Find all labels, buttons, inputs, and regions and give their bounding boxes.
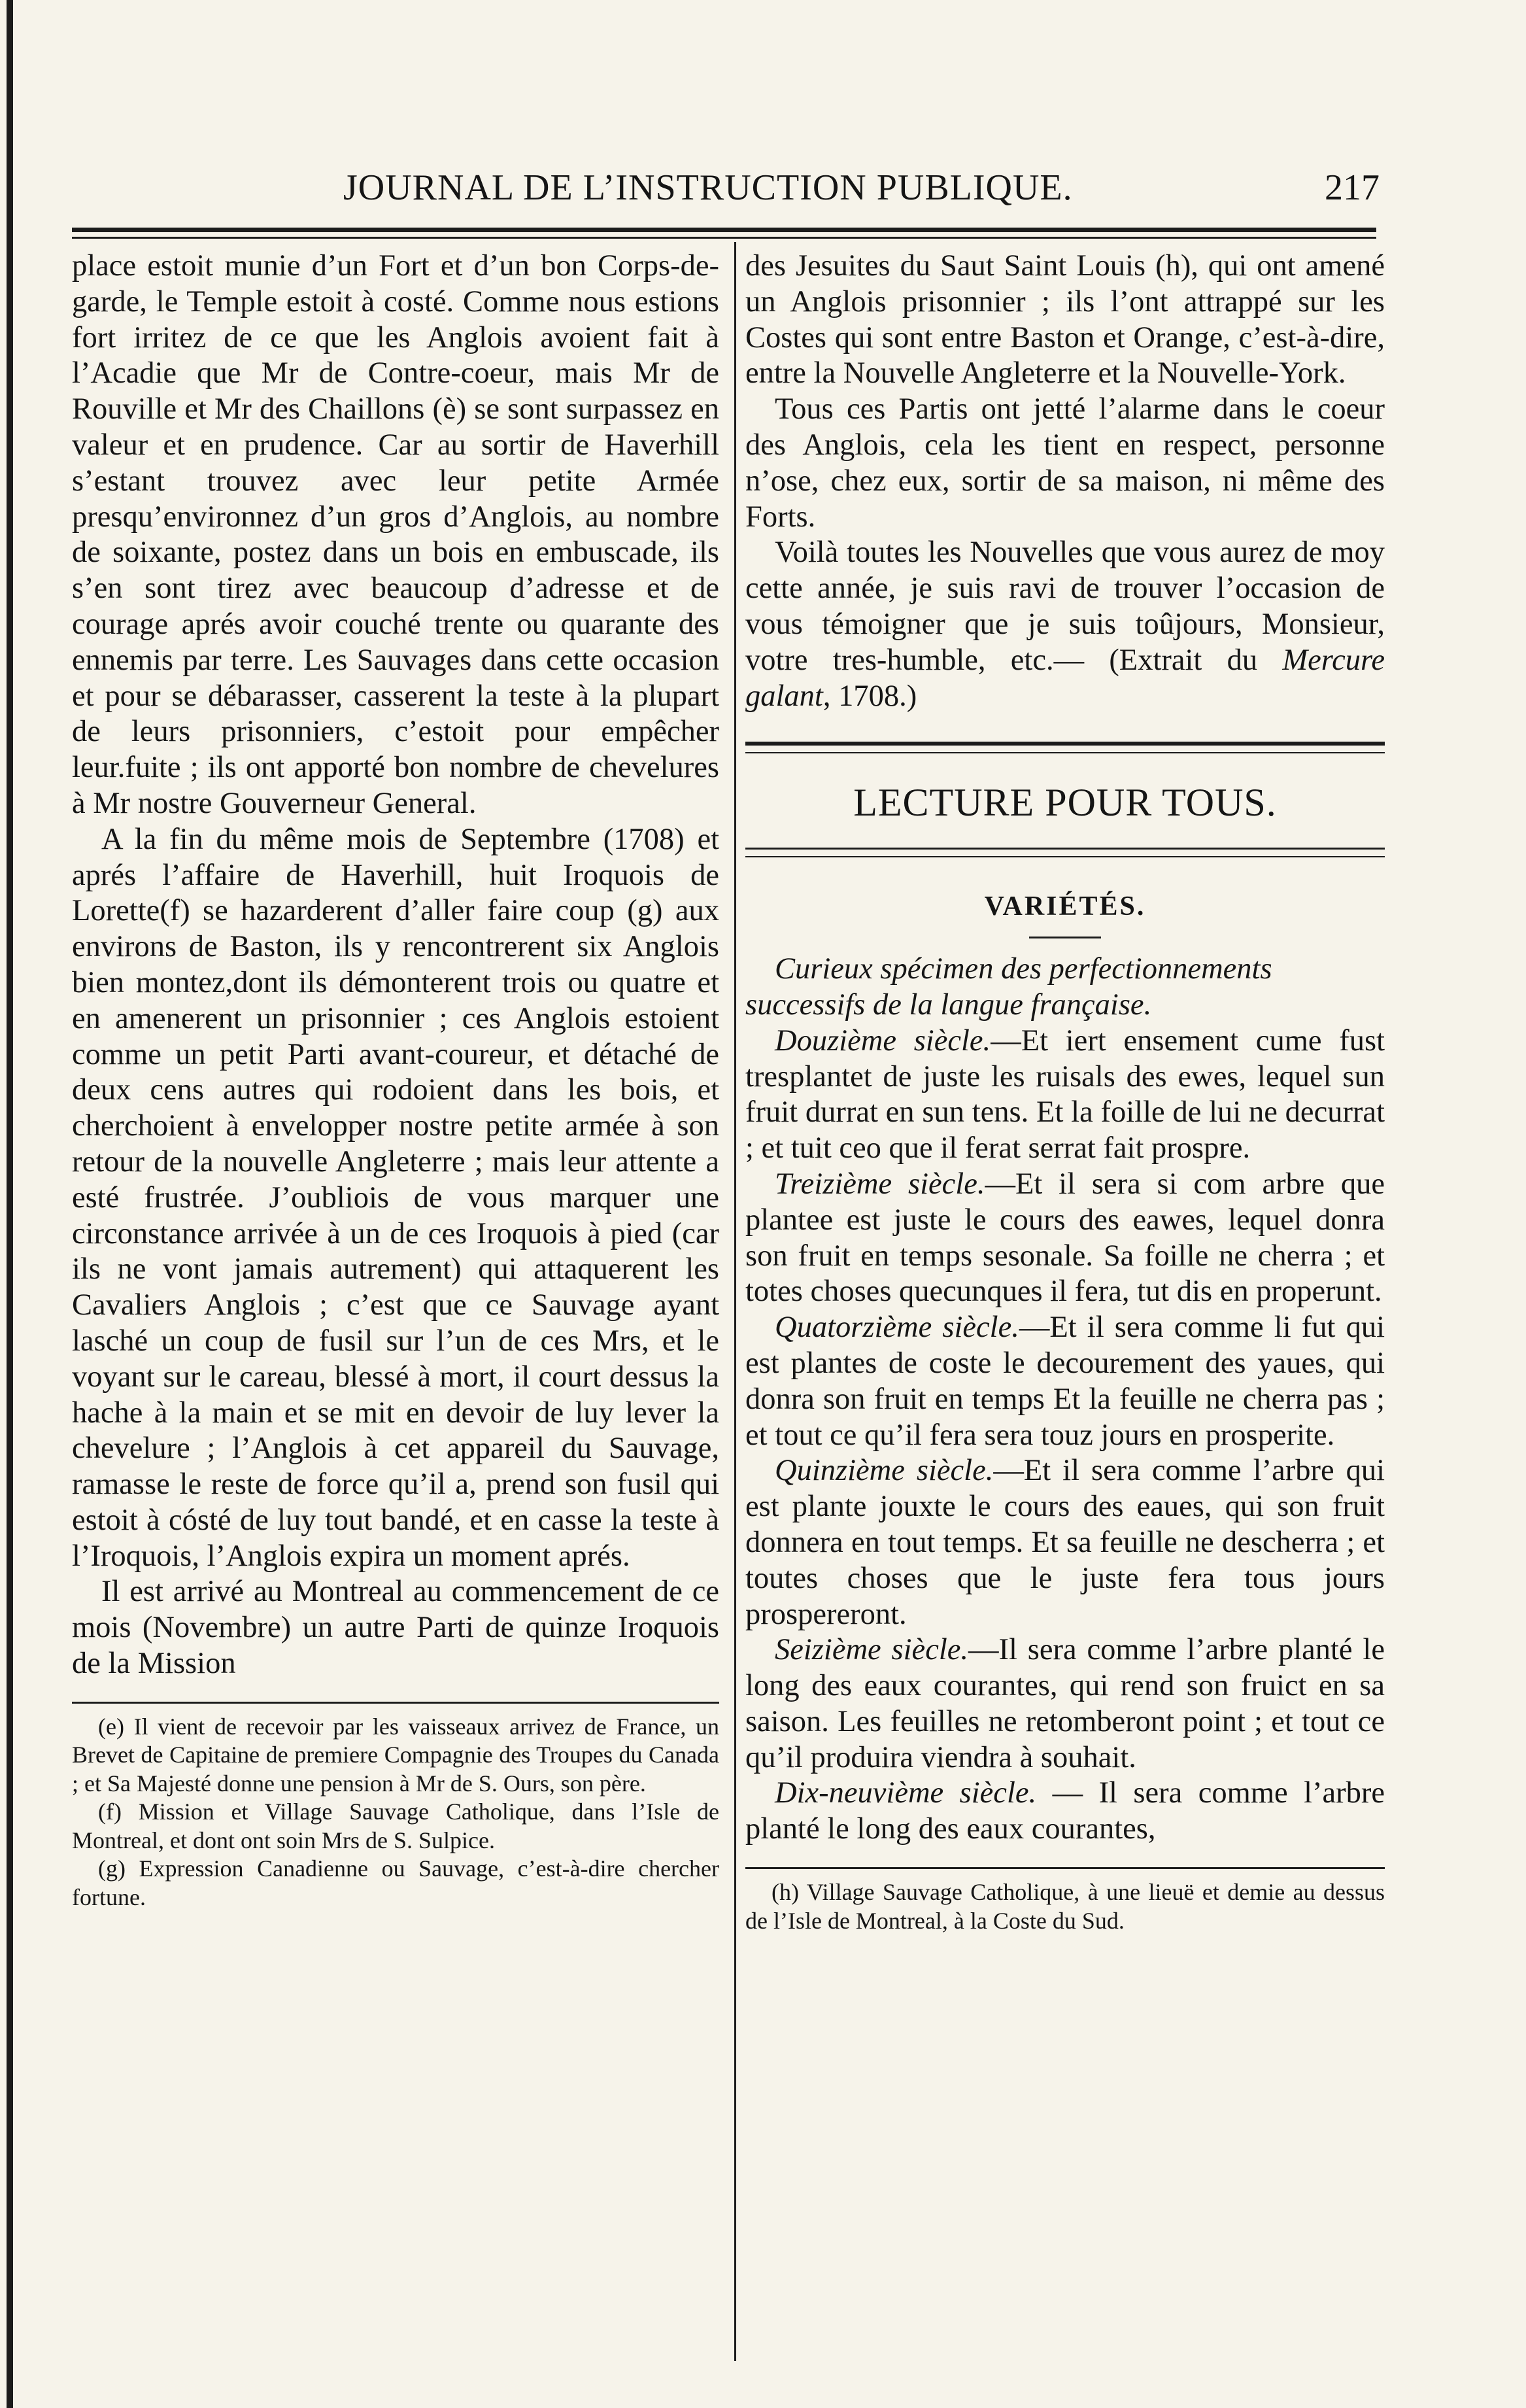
entry-text: —Et iert ensement cume fust tresplantet de juste les ruisals des ewes, lequel sun fruit durrat en sun tens. Et la foille de lui ne decurrat ; et tuit ceo que il ferat serrat fait prospre. — [745, 1023, 1385, 1165]
entry-13th-century — [745, 1167, 1385, 1310]
left-paragraph-1: place estoit munie d’un Fort et d’un bon Corps-de-garde, le Temple estoit à costé. Comme nous estions fort irritez de ce que les Anglois avoient fait à l’Acadie que Mr de Contre-coeur, mais Mr de Rouville et Mr des Chaillons (è) se sont surpassez en valeur et en prudence. Car au sortir de Haverhill s’estant trouvez avec leur petite Armée presqu’environnez d’un gros d’Anglois, au nombre de soixante, postez dans un bois en embuscade, ils s’en sont tirez avec beaucoup d’adresse et de courage aprés avoir couché trente ou quarante des ennemis par terre. Les Sauvages dans cette occasion et pour se débarasser, casserent la teste à la plupart de leurs prisonniers, c’estoit pour empêcher leur.fuite ; ils ont apporté bon nombre de chevelures à Mr nostre Gouverneur General. — [72, 249, 719, 820]
footnote-e: (e) Il vient de recevoir par les vaisseaux arrivez de France, un Brevet de Capitaine de premiere Compagnie des Troupes du Canada ; et Sa Majesté donne une pension à Mr de S. Ours, son père. — [72, 1713, 719, 1797]
entry-text: — Il sera comme l’arbre planté le long des eaux courantes, — [745, 1776, 1385, 1846]
entry-text: —Et il sera comme l’arbre qui est plante jouxte le cours des eaues, qui son fruit donnera en tout temps. Et sa feuille ne descherra ; et toutes choses que le juste fera tous jours prospereront. — [745, 1454, 1385, 1631]
entry-text: —Il sera comme l’arbre planté le long des eaux courantes, qui rend son fruict en sa saison. Les feuilles ne retomberont point ; et tout ce qu’il produira viendra à souhait. — [745, 1633, 1385, 1774]
section-title: LECTURE POUR TOUS. — [853, 781, 1277, 825]
footnote-rule-right — [745, 1867, 1385, 1869]
left-paragraph-2: A la fin du même mois de Septembre (1708) et aprés l’affaire de Haverhill, huit Iroquois de Lorette(f) se hazarderent d’aller faire coup (g) aux environs de Baston, ils y rencontrerent six Anglois bien montez,dont ils démonterent trois ou quatre et en amenerent un prisonnier ; ces Anglois estoient comme un petit Parti avant-coureur, et détaché de deux cens autres qui rodoient dans les bois, et cherchoient à envelopper nostre petite armée à son retour de la nouvelle Angleterre ; mais leur attente a esté frustrée. J’oubliois de vous marquer une circonstance arrivée à un de ces Iroquois à pied (car ils ne vont jamais autrement) qui attaquerent les Cavaliers Anglois ; c’est que ce Sauvage ayant lasché un coup de fusil sur l’un de ces Mrs, et le voyant sur le careau, blessé à mort, il court dessus la hache à la main et se mit en devoir de luy lever la chevelure ; l’Anglois à cet appareil du Sauvage, ramasse le reste de force qu’il a, prend son fusil qui estoit à cósté de luy tout bandé, et en casse la teste à l’Iroquois, l’Anglois expira un moment aprés. — [72, 822, 719, 1573]
footnote-h: (h) Village Sauvage Catholique, à une lieuë et demie au dessus de l’Isle de Montreal, à la Coste du Sud. — [745, 1879, 1385, 1934]
intro-line: Curieux spécimen des perfectionnements successifs de la langue française. — [745, 952, 1272, 1022]
section-rule-thin — [745, 752, 1385, 753]
entry-14th-century — [745, 1310, 1385, 1453]
closing-text: Voilà toutes les Nouvelles que vous aurez de moy cette année, je suis ravi de trouver l’occasion de vous témoigner que je suis toûjours, Monsieur, votre tres-humble, etc.— (Extrait du — [745, 536, 1385, 677]
header-rule-thin — [72, 237, 1376, 239]
entry-19th-century — [745, 1776, 1385, 1848]
header-rule-thick — [72, 228, 1376, 232]
section-rule-bottom-thick — [745, 848, 1385, 850]
page-number: 217 — [1325, 167, 1380, 208]
subheading: VARIÉTÉS. — [984, 891, 1146, 922]
entry-15th-century — [745, 1453, 1385, 1632]
page-spine-edge — [7, 0, 13, 2408]
mercure-galant-title: Mercure galant — [745, 643, 1385, 713]
entry-label: Treizième siècle. — [775, 1167, 985, 1201]
left-column — [72, 249, 719, 1912]
journal-title: JOURNAL DE L’INSTRUCTION PUBLIQUE. — [343, 167, 1073, 208]
closing-date: , 1708.) — [822, 679, 917, 713]
entry-label: Quatorzième siècle. — [775, 1311, 1019, 1345]
closing-paragraph — [745, 535, 1385, 714]
footnote-f: (f) Mission et Village Sauvage Catholique, dans l’Isle de Montreal, et dont ont soin Mrs de S. Sulpice. — [72, 1798, 719, 1853]
footnote-rule — [72, 1702, 719, 1704]
section-rule-thick — [745, 742, 1385, 746]
entry-text: —Et il sera comme li fut qui est plantes de coste le decourement des yaues, qui donra son fruit en temps Et la feuille ne cherra pas ; et tout ce qu’il fera sera touz jours en prosperite. — [745, 1311, 1385, 1452]
running-header — [72, 167, 1380, 219]
entry-label: Quinzième siècle. — [775, 1454, 994, 1488]
entry-label: Seizième siècle. — [775, 1633, 969, 1667]
footnote-g: (g) Expression Canadienne ou Sauvage, c’est-à-dire chercher fortune. — [72, 1855, 719, 1910]
short-rule — [1029, 937, 1101, 938]
right-paragraph-1: des Jesuites du Saut Saint Louis (h), qui ont amené un Anglois prisonnier ; ils l’ont attrappé sur les Costes qui sont entre Baston et Orange, c’est-à-dire, entre la Nouvelle Angleterre et la Nouvelle-York. — [745, 249, 1385, 390]
section-rule-bottom-thin — [745, 856, 1385, 857]
entry-label: Dix-neuvième siècle. — [775, 1776, 1037, 1810]
right-paragraph-2: Tous ces Partis ont jetté l’alarme dans le coeur des Anglois, cela les tient en respect, personne n’ose, chez eux, sortir de sa maison, ni même des Forts. — [745, 392, 1385, 534]
entry-text: —Et il sera si com arbre que plantee est juste le cours des eawes, lequel donra son fruit en temps sesonale. Sa foille ne cherra ; et totes choses quecunques il fera, tut dis en properunt. — [745, 1167, 1385, 1309]
entry-12th-century — [745, 1023, 1385, 1167]
column-divider — [734, 242, 736, 2361]
entry-16th-century — [745, 1632, 1385, 1776]
right-column — [745, 249, 1385, 1935]
entry-label: Douzième siècle. — [775, 1023, 991, 1058]
left-paragraph-3: Il est arrivé au Montreal au commencement de ce mois (Novembre) un autre Parti de quinze Iroquois de la Mission — [72, 1575, 719, 1681]
